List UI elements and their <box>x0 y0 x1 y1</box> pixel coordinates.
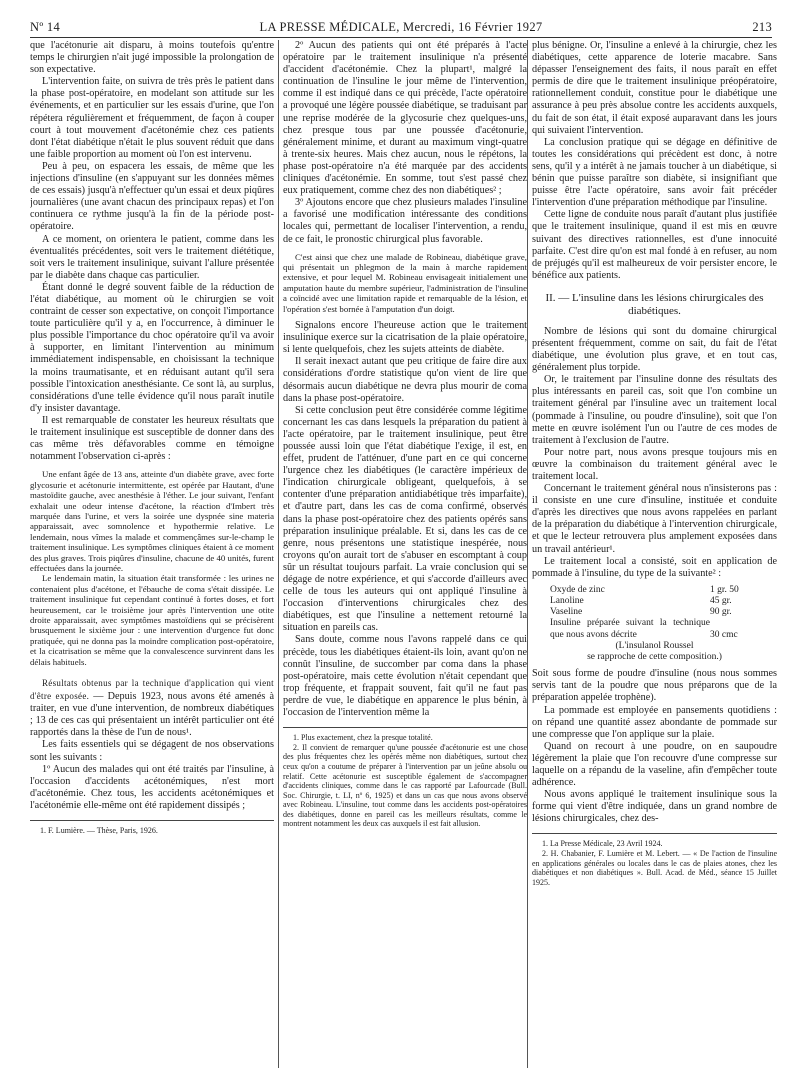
ointment-formula <box>550 585 777 663</box>
paragraph: Quand on recourt à une poudre, on en saupoudre légèrement la plaie que l'on recouvre d'une compresse sur laquelle on a répandu de la vaseline, afin d'empêcher toute adhérence. <box>532 740 777 789</box>
paragraph: Sans doute, comme nous l'avons rappelé dans ce qui précède, tous les diabétiques étaient-ils loin, avant qu'on ne connût l'insuline, de succomber par coma dans la phase post-opératoire, mais cette évolution n'était cependant que trop fréquente, et frappait souvent, fait qu'il ne faut pas perdre de vue, le diabétique en apparence le plus bénin, à l'occasion de l'intervention même la <box>283 634 527 719</box>
formula-row <box>550 596 777 607</box>
footnote: 1. Plus exactement, chez la presque totalité. <box>293 733 433 743</box>
ingredient-name: Vaseline <box>550 607 583 618</box>
paragraph: A ce moment, on orientera le patient, comme dans les éventualités précédentes, soit vers le traitement diététique, soit vers le traitement insulinique, suivant l'allure présentée par le diabète dans chaque cas particulier. <box>30 233 274 281</box>
formula-row <box>550 618 777 640</box>
paragraph: Si cette conclusion peut être considérée comme légitime concernant les cas dans lesquels la préparation du patient à l'acte opératoire, par le traitement insulinique, peut être poussée aussi loin que l'état diabétique l'exige, il est, en effet, prudent de l'atténuer, d'une part en ce qui concerne l'urgence chez les diabétiques (le caractère impérieux de l'indication chirurgicale obligeant, quelquefois, à se contenter d'une préparation antidiabétique très imparfaite), et d'autre part, dans les cas de coma confirmé, observés dans la phase post-opératoire chez des patients opérés sans préparation insulinique préalable. Et si, dans les cas de ce genre, nous présentons une statistique inespérée, nous croyons qu'on aurait tort de s'abuser en escomptant à coup sûr un résultat toujours parfait. La vraie conclusion qui se dégage de notre expérience, et qui s'accorde d'ailleurs avec celle de tous les auteurs qui ont appliqué l'insuline à l'occasion d'interventions chirurgicales chez des diabétiques, est que l'insuline a nettement retourné la situation en pareils cas. <box>283 404 527 634</box>
paragraph: 2º Aucun des patients qui ont été préparés à l'acte opératoire par le traitement insulinique n'a présenté d'accident d'acétonémie. Chez la plupart¹, malgré la continuation de l'insuline le jour même de l'intervention, comme il est indiqué dans ce qui précède, l'acte opératoire a provoqué une légère poussée diabétique, se traduisant par une reprise modérée de la glycosurie chez quelques-uns, chez presque tous par une poussée d'acétonurie, généralement minime, et durant au maximum vingt-quatre à trente-six heures. Mais chez aucun, nous le répétons, la phase post-opératoire n'a été marquée par des accidents cliniques d'acétonémie. En somme, tout s'est passé chez eux pratiquement, comme chez des non diabétiques² ; <box>283 40 527 197</box>
running-header <box>30 20 772 36</box>
formula-row <box>550 607 777 618</box>
footnote: 2. Il convient de remarquer qu'une poussée d'acétonurie est une chose des plus fréquentes chez les opérés même non diabétiques, surtout chez ceux qu'on a coutume de préparer à l'intervention par un jeûne absolu ou relatif. Cette acétonurie est susceptible également de s'accompagner d'accidents cliniques, comme dans le cas rapporté par Lafourcade (Bull. Soc. Chirurgie, t. LI, nº 6, 1925) et dans un cas que nous avons observé avec Robineau. L'insuline, tout comme dans les accidents post-opératoires des diabétiques, donne en pareil cas les meilleurs résultats, comme le montrent notamment les deux cas auxquels il est fait allusion. <box>283 742 527 829</box>
column-middle <box>283 40 527 1080</box>
paragraph: Or, le traitement par l'insuline donne des résultats des plus intéressants en pareil cas, soit que l'on combine un traitement général par l'insuline avec un traitement local (pommade à l'insuline, ou poudre d'insuline), soit que l'on mette en œuvre isolément l'un ou l'autre de ces modes de traitement à l'exclusion de l'autre. <box>532 374 777 446</box>
page-number: 213 <box>752 20 772 34</box>
results-paragraph <box>30 677 274 739</box>
paragraph: Peu à peu, on espacera les essais, de même que les injections d'insuline (en s'appuyant sur les données mêmes de ces essais) jusqu'à n'effectuer qu'un essai et deux piqûres journalières (une avant chacun des principaux repas) et l'on continuera ce rythme jusqu'à la fin de la période post-opératoire. <box>30 160 274 233</box>
paragraph: L'intervention faite, on suivra de très près le patient dans la phase post-opératoire, en modelant son attitude sur les événements, et en particulier sur les essais d'urine, que l'on répétera régulièrement et fréquemment, de façon à couper court à tout mouvement d'acétonémie chez ces patients dont l'état diabétique n'était le plus souvent réduit que dans une faible proportion au moment où l'on est intervenu. <box>30 76 274 160</box>
paragraph: Le traitement local a consisté, soit en application de pommade à l'insuline, du type de la suivante² : <box>532 555 777 579</box>
paragraph: plus bénigne. Or, l'insuline a enlevé à la chirurgie, chez les diabétiques, cette apparence de loterie macabre. Sans dépasser l'enseignement des faits, il nous paraît en effet permis de dire que le traitement insulinique préopératoire, rationnellement conduit, constitue pour le diabétique une assurance à peu près absolue contre les accidents auxquels, du fait de son état, il était exposé auparavant dans les jours qui suivaient l'intervention. <box>532 40 777 136</box>
paragraph: Étant donné le degré souvent faible de la réduction de l'état diabétique, au moment où le chirurgien se voit contraint de cesser son expectative, on conçoit l'importance toute particulière qu'il y a, en l'occurrence, à diminuer le plus possible l'importance du choc opératoire qu'il va avoir à supporter, en limitant l'intervention au minimum immédiatement indispensable, en choisissant la technique la moins traumatisante, et en réduisant autant qu'il sera possible l'intoxication anesthésiante. Ce sont là, au surplus, considérations d'une telle évidence qu'il nous paraît inutile d'y insister davantage. <box>30 281 274 414</box>
paragraph: Il est remarquable de constater les heureux résultats que le traitement insulinique est susceptible de donner dans des cas même très défavorables comme en témoigne notamment l'observation ci-après : <box>30 414 274 463</box>
column-right <box>532 40 777 1080</box>
footnote: 1. La Presse Médicale, 23 Avril 1924. <box>542 839 663 849</box>
ingredient-name: Lanoline <box>550 596 584 607</box>
footnote: 2. H. Chabanier, F. Lumière et M. Lebert. — « De l'action de l'insuline en applications générales ou locales dans le cas de plaies atones, chez les diabétiques et non diabétiques ». Bull. Acad. de Méd., séance 15 Juillet 1925. <box>532 849 777 887</box>
column-divider <box>527 40 528 1068</box>
paragraph: Nous avons appliqué le traitement insulinique sous la forme qui vient d'être indiquée, dans un grand nombre de lésions chirurgicales, chez des- <box>532 789 777 825</box>
paragraph: La pommade est employée en pansements quotidiens : on répand une quantité assez abondante de pommade sur une compresse que l'on applique sur la plaie. <box>532 704 777 740</box>
ingredient-quantity: 30 cmc <box>710 629 738 640</box>
results-heading: Résultats obtenus par la technique d'application qui vient d'être exposée. <box>30 678 274 702</box>
ingredient-name: Insuline préparée suivant la technique que nous avons décrite <box>550 618 710 640</box>
footnote-rule <box>30 820 274 821</box>
case-report: C'est ainsi que chez une malade de Robineau, diabétique grave, qui présentait un phlegmon de la main à marche rapidement extensive, et pour lequel M. Robineau envisageait initialement une amputation haute du membre supérieur, l'administration de l'insuline a coïncidé avec une limitation rapide et remarquable de la lésion, et l'opération s'est bornée à l'amputation d'un doigt. <box>283 251 527 314</box>
footnote-rule <box>283 727 527 728</box>
ingredient-name: Oxyde de zinc <box>550 584 605 595</box>
footnote-rule <box>532 833 777 834</box>
paragraph: 1º Aucun des malades qui ont été traités par l'insuline, à l'occasion d'accidents acétonémiques, n'est mort d'acétonémie. Chez tous, les accidents acétonémiques et l'acétonémie elle-même ont été rapidement dissipés ; <box>30 763 274 811</box>
journal-title: LA PRESSE MÉDICALE, Mercredi, 16 Février 1927 <box>259 20 543 34</box>
footnote: 1. F. Lumière. — Thèse, Paris, 1926. <box>40 826 158 836</box>
section-heading: II. — L'insuline dans les lésions chirurgicales des diabétiques. <box>545 291 764 317</box>
paragraph: Il serait inexact autant que peu critique de faire dire aux considérations d'ordre statistique qu'on vient de lire que désormais aucun diabétique ne devra plus mourir de coma dans la phase post-opératoire. <box>283 356 527 404</box>
formula-note: (L'insulanol Roussel <box>615 640 694 651</box>
paragraph: Signalons encore l'heureuse action que le traitement insulinique exerce sur la cicatrisation de la plaie opératoire, si lente quelquefois, chez les sujets atteints de diabète. <box>283 320 527 356</box>
paragraph: Cette ligne de conduite nous paraît d'autant plus justifiée que le traitement insulinique, quand il est mis en œuvre suivant des directives rationnelles, est d'une innocuité parfaite. C'est dire qu'on est mal fondé à en refuser, au nom de préjugés qu'il est malheureux de voir persister encore, le bénéfice aux patients. <box>532 209 777 281</box>
case-report: Une enfant âgée de 13 ans, atteinte d'un diabète grave, avec forte glycosurie et acétonurie intermittente, est opérée par Hautant, d'une mastoïdite gauche, avec anesthésie à l'éther. Le jour suivant, l'enfant exhalait une odeur intense d'acétone, la réaction d'Imbert très marquée dans l'urine, et vers la soirée une dyspnée sine materia apparaissait, avec somnolence et hypothermie relative. Le lendemain, nous vîmes la malade et commençâmes sur-le-champ le traitement insulinique. Les symptômes cliniques étaient à ce moment des plus graves. Trois piqûres d'insuline, chacune de 40 unités, furent effectuées dans la journée. <box>30 469 274 573</box>
paragraph: Pour notre part, nous avons presque toujours mis en œuvre la combinaison du traitement général avec le traitement local. <box>532 446 777 482</box>
ingredient-quantity: 45 gr. <box>710 596 732 607</box>
header-rule <box>30 37 772 38</box>
paragraph: Soit sous forme de poudre d'insuline (nous nous sommes servis tant de la poudre que nous préparons que de la préparation appelée trophène). <box>532 668 777 704</box>
issue-number: Nº 14 <box>30 20 61 34</box>
paragraph: Concernant le traitement général nous n'insisterons pas : il consiste en une cure d'insuline, instituée et conduite d'après les directives que nous avons rappelées en parlant de la préparation du diabétique à l'intervention chirurgicale, et que le lecteur retrouvera plus amplement exposées dans un travail antérieur¹. <box>532 483 777 555</box>
paragraph: 3º Ajoutons encore que chez plusieurs malades l'insuline a favorisé une modification intéressante des conditions locales qui, permettant de localiser l'intervention, a rendu, de ce fait, le pronostic chirurgical plus favorable. <box>283 197 527 245</box>
paragraph: La conclusion pratique qui se dégage en définitive de toutes les considérations qui précèdent est donc, à notre sens, qu'il y a intérêt à ne jamais toucher à un diabétique, si bénin que puisse paraître son diabète, si insignifiant que puisse être l'acte opératoire, sans avoir fait précéder l'intervention d'une préparation méthodique par l'insuline. <box>532 136 777 209</box>
ingredient-quantity: 90 gr. <box>710 607 732 618</box>
case-report: Le lendemain matin, la situation était transformée : les urines ne contenaient plus d'acétone, et l'ébauche de coma s'était dissipée. Le traitement insulinique fut cependant continué à fortes doses, et fort heureusement, car le troisième jour après l'intervention une otite droite apparaissait, avec symptômes mastoïdiens qui se précisèrent brusquement le sixième jour : une intervention d'urgence fut donc pratiquée, qui ne donna pas la moindre complication post-opératoire, et la cicatrisation se même que la convalescence survinrent dans les délais habituels. <box>30 573 274 667</box>
formula-note: se rapproche de cette composition.) <box>587 652 722 663</box>
paragraph: Les faits essentiels qui se dégagent de nos observations sont les suivants : <box>30 739 274 763</box>
column-divider <box>278 40 279 1068</box>
results-body: — Depuis 1923, nous avons été amenés à traiter, en vue d'une intervention, de nombreux diabétiques ; 13 de ces cas qui présentaient un intérêt particulier ont été rapportés dans la thèse de l'un de nous¹. <box>30 691 274 739</box>
ingredient-quantity: 1 gr. 50 <box>710 584 739 595</box>
paragraph: que l'acétonurie ait disparu, à moins toutefois qu'entre temps le chirurgien n'ait jugé impossible la prolongation de son expectative. <box>30 40 274 76</box>
paragraph: Nombre de lésions qui sont du domaine chirurgical présentent fréquemment, comme on sait, du fait de l'état diabétique, une évolution plus grave, et en tout cas, généralement plus torpide. <box>532 325 777 374</box>
formula-row <box>550 585 777 596</box>
column-left <box>30 40 274 1040</box>
